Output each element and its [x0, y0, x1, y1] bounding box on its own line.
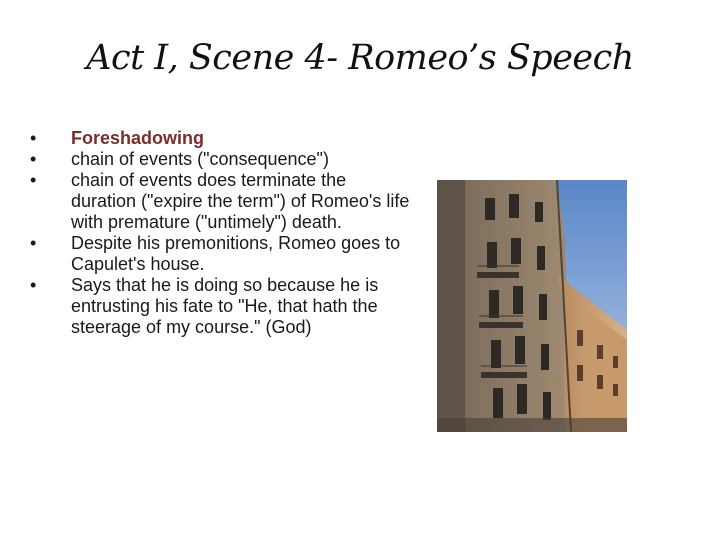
bullet-icon: •: [30, 275, 37, 295]
bullet-text: chain of events does terminate the duration ("expire the term") of Romeo's life with premature ("untimely") death.: [71, 170, 410, 232]
bullet-icon: •: [30, 233, 37, 253]
street-building-image: [437, 180, 627, 432]
bullet-icon: •: [30, 149, 37, 169]
bullet-list: [30, 128, 410, 338]
bullet-item: [30, 128, 410, 149]
bullet-text: Says that he is doing so because he is entrusting his fate to "He, that hath the steerage of my course." (God): [71, 275, 379, 337]
bullet-item: [30, 149, 410, 170]
bullet-text: chain of events ("consequence"): [71, 149, 329, 169]
bullet-icon: •: [30, 170, 37, 190]
bullet-item: [30, 170, 410, 233]
bullet-item: [30, 275, 410, 338]
bullet-text: Despite his premonitions, Romeo goes to Capulet's house.: [71, 233, 401, 274]
bullet-text: Foreshadowing: [71, 128, 205, 148]
bullet-item: [30, 233, 410, 275]
bullet-icon: •: [30, 128, 37, 148]
building-photo: [437, 180, 627, 432]
slide-title: Act I, Scene 4- Romeo’s Speech: [86, 38, 634, 78]
